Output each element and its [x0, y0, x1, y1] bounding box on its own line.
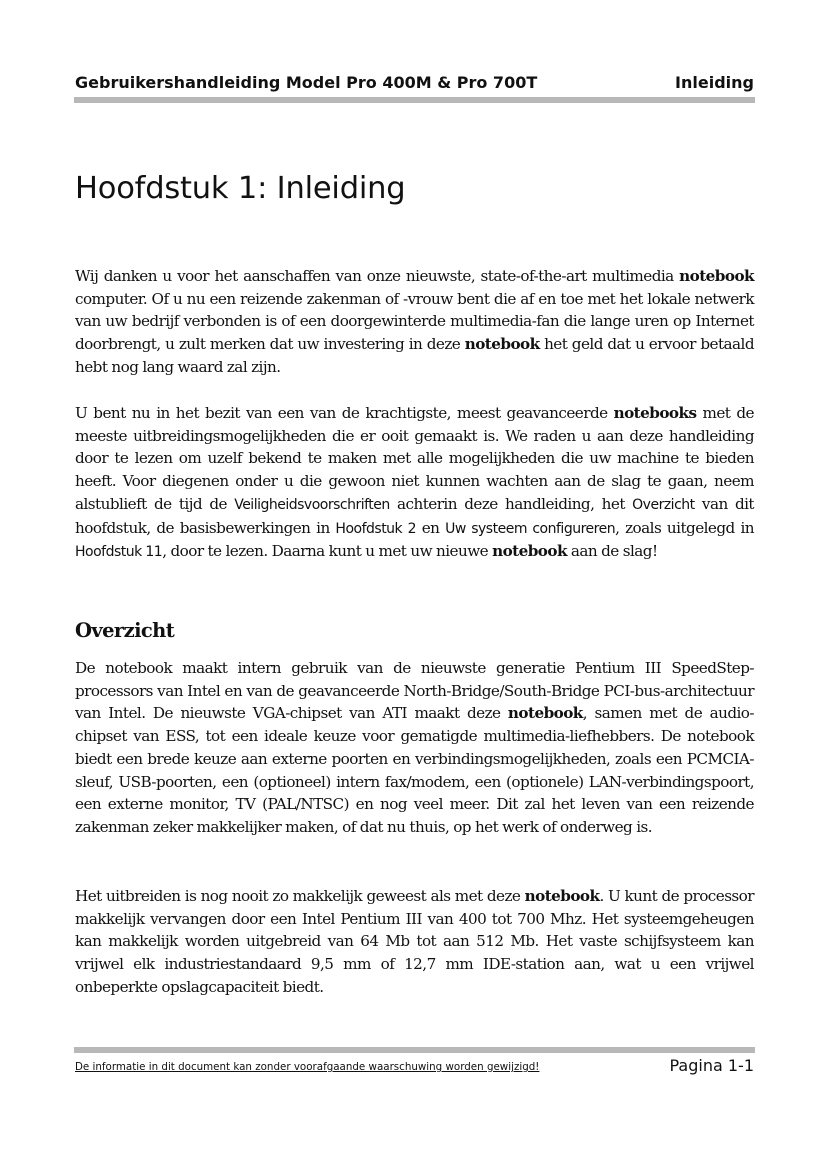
- bold-term: notebook: [507, 704, 583, 723]
- text-run: . U kunt de processor makkelijk vervangen door een Intel Pentium III van 400 tot 700 Mhz. Het systeemgeheugen kan makkelijk worden uitgebreid van 64 Mb tot aan 512 Mb. Het vaste schijfsysteem kan vrijwel elk industriestandaard 9,5 mm of 12,7 mm IDE-station aan, wat u een vrijwel onbeperkte opslagcapaciteit biedt.: [75, 887, 754, 996]
- text-run: computer. Of u nu een reizende zakenman of -vrouw bent die af en toe met het lokale netwerk van uw bedrijf verbonden is of een doorgewinterde multimedia-fan die lange uren op Internet doorbrengt, u zult merken dat uw investering in deze: [75, 289, 754, 354]
- text-run: , zoals uitgelegd in: [615, 518, 754, 537]
- overview-paragraph-1: [75, 657, 754, 839]
- bold-term: notebook: [679, 267, 754, 285]
- header-rule: [74, 97, 755, 103]
- text-run: , door te lezen. Daarna kunt u met uw nieuwe: [162, 542, 493, 561]
- manual-title: Gebruikershandleiding Model Pro 400M & Pro 700T: [75, 73, 538, 92]
- reference-overview: Overzicht: [632, 496, 695, 513]
- reference-chapter-11: Hoofdstuk 11: [75, 544, 163, 561]
- footer-rule: [74, 1047, 755, 1053]
- overview-paragraph-2: [75, 885, 754, 999]
- reference-safety-instructions: Veiligheidsvoorschriften: [234, 496, 390, 513]
- bold-term: notebooks: [613, 404, 697, 422]
- text-run: U bent nu in het bezit van een van de krachtigste, meest geavanceerde: [75, 404, 614, 422]
- text-run: met de meeste uitbreidingsmogelijkheden die er ooit gemaakt is. We raden u aan deze handleiding door te lezen om uzelf bekend te maken met alle mogelijkheden die uw machine te bieden heeft. Voor diegenen onder u die gewoon niet kunnen wachten aan de slag te gaan, neem alstublieft de tijd de: [75, 404, 754, 513]
- text-run: Het uitbreiden is nog nooit zo makkelijk geweest als met deze: [75, 887, 525, 905]
- reference-configure-system: Uw systeem configureren: [445, 520, 616, 537]
- reference-chapter-2: Hoofdstuk 2: [335, 520, 416, 537]
- text-run: achterin deze handleiding, het: [389, 494, 633, 513]
- bold-term: notebook: [464, 335, 540, 354]
- page-number: Pagina 1-1: [669, 1056, 754, 1075]
- intro-paragraph-1: [75, 265, 754, 379]
- page-header: [75, 73, 754, 95]
- bold-term: notebook: [524, 887, 600, 905]
- text-run: en: [415, 518, 446, 537]
- bold-term: notebook: [492, 542, 567, 561]
- text-run: aan de slag!: [566, 542, 658, 561]
- intro-paragraph-2: [75, 402, 754, 564]
- text-run: , samen met de audio-chipset van ESS, tot een ideale keuze voor gematigde multimedia-liefhebbers. De notebook biedt een brede keuze aan externe poorten en verbindingsmogelijkheden, zoals een PCMCIA-sleuf, USB-poorten, een (optioneel) intern fax/modem, een (optionele) LAN-verbindingspoort, een externe monitor, TV (PAL/NTSC) en nog veel meer. Dit zal het leven van een reizende zakenman zeker makkelijker maken, of dat nu thuis, op het werk of onderweg is.: [75, 704, 754, 836]
- manual-page: [75, 0, 754, 1153]
- section-title-overview: Overzicht: [75, 619, 175, 642]
- footer-disclaimer: De informatie in dit document kan zonder voorafgaande waarschuwing worden gewijzigd!: [75, 1061, 540, 1073]
- header-section-name: Inleiding: [675, 73, 754, 92]
- chapter-title: Hoofdstuk 1: Inleiding: [75, 171, 406, 206]
- text-run: van dit hoofdstuk, de basisbewerkingen in: [75, 494, 754, 537]
- text-run: Wij danken u voor het aanschaffen van onze nieuwste, state-of-the-art multimedia: [75, 267, 680, 285]
- text-run: De notebook maakt intern gebruik van de nieuwste generatie Pentium III SpeedStep-processors van Intel en van de geavanceerde North-Bridge/South-Bridge PCI-bus-architectuur van Intel. De nieuwste VGA-chipset van ATI maakt deze: [75, 659, 754, 723]
- text-run: het geld dat u ervoor betaald hebt nog lang waard zal zijn.: [75, 335, 754, 376]
